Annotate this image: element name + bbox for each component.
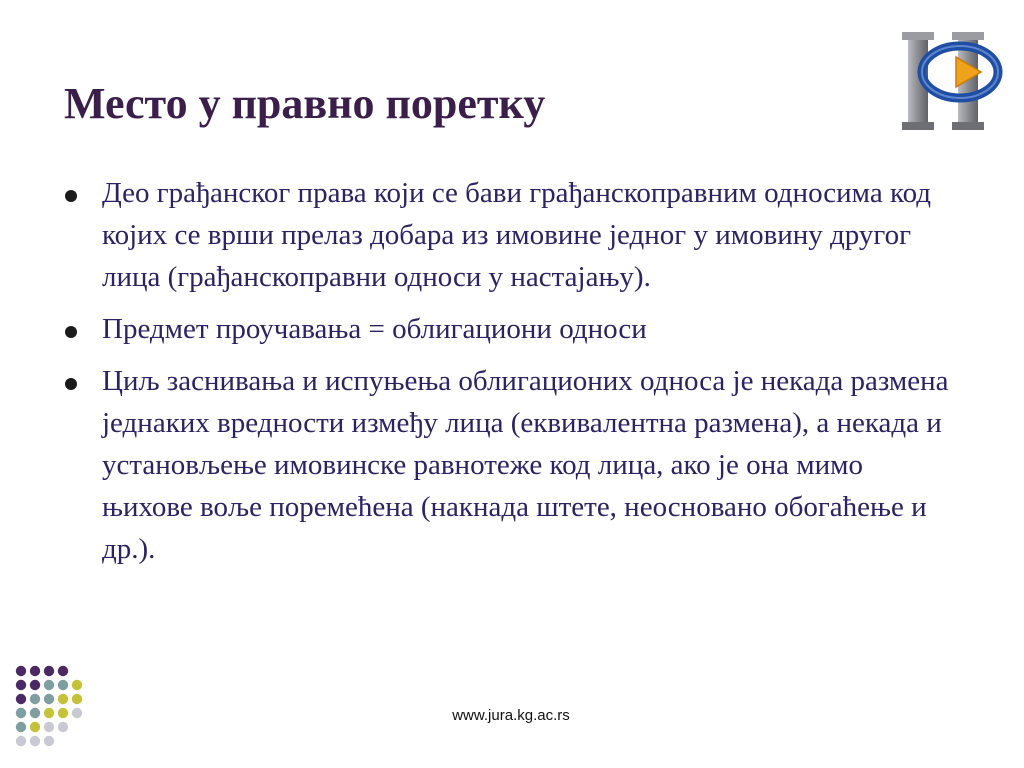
decor-dot xyxy=(16,694,26,704)
bullet-text: Део грађанског права који се бави грађанскоправним односима код којих се врши прелаз добара из имовине једног у имовину другог лица (грађанскоправни односи у настајању). xyxy=(102,177,931,293)
decor-dot xyxy=(30,666,40,676)
decor-dot xyxy=(58,722,68,732)
bullet-text: Предмет проучавања = облигациони односи xyxy=(102,313,647,345)
decor-dot xyxy=(30,694,40,704)
decor-dot xyxy=(16,680,26,690)
bullet-dot xyxy=(65,190,77,202)
decor-dot xyxy=(58,694,68,704)
decor-dot xyxy=(72,708,82,718)
bullet-item xyxy=(60,172,960,298)
footer-url: www.jura.kg.ac.rs xyxy=(452,707,570,724)
decor-dot xyxy=(58,680,68,690)
bullet-dot xyxy=(65,378,77,390)
decor-dot xyxy=(44,680,54,690)
decor-dot xyxy=(44,722,54,732)
bullet-item xyxy=(60,360,960,570)
decor-dot xyxy=(44,708,54,718)
decor-dot xyxy=(16,666,26,676)
decor-dot xyxy=(30,708,40,718)
decor-dot xyxy=(44,736,54,746)
decor-dot xyxy=(30,736,40,746)
bullet-text: Циљ заснивања и испуњења облигационих односа је некада размена једнаких вредности између лица (еквивалентна размена), а некада и установљење имовинске равнотеже код лица, ако је она мимо њихове воље поремећена (накнада штете, неосновано обогаћење и др.). xyxy=(102,365,949,565)
bullet-dot xyxy=(65,326,77,338)
bullet-list xyxy=(60,172,960,580)
faculty-logo-icon xyxy=(896,24,1008,136)
decor-dot xyxy=(58,666,68,676)
decor-dot xyxy=(30,722,40,732)
decor-dot xyxy=(16,722,26,732)
decor-dot xyxy=(30,680,40,690)
slide-title: Место у правно поретку xyxy=(64,79,546,128)
decor-dot xyxy=(16,708,26,718)
dot-grid-decoration xyxy=(14,664,94,754)
decor-dot xyxy=(72,680,82,690)
decor-dot xyxy=(72,694,82,704)
decor-dot xyxy=(58,708,68,718)
bullet-item xyxy=(60,308,960,350)
decor-dot xyxy=(44,666,54,676)
decor-dot xyxy=(16,736,26,746)
decor-dot xyxy=(44,694,54,704)
